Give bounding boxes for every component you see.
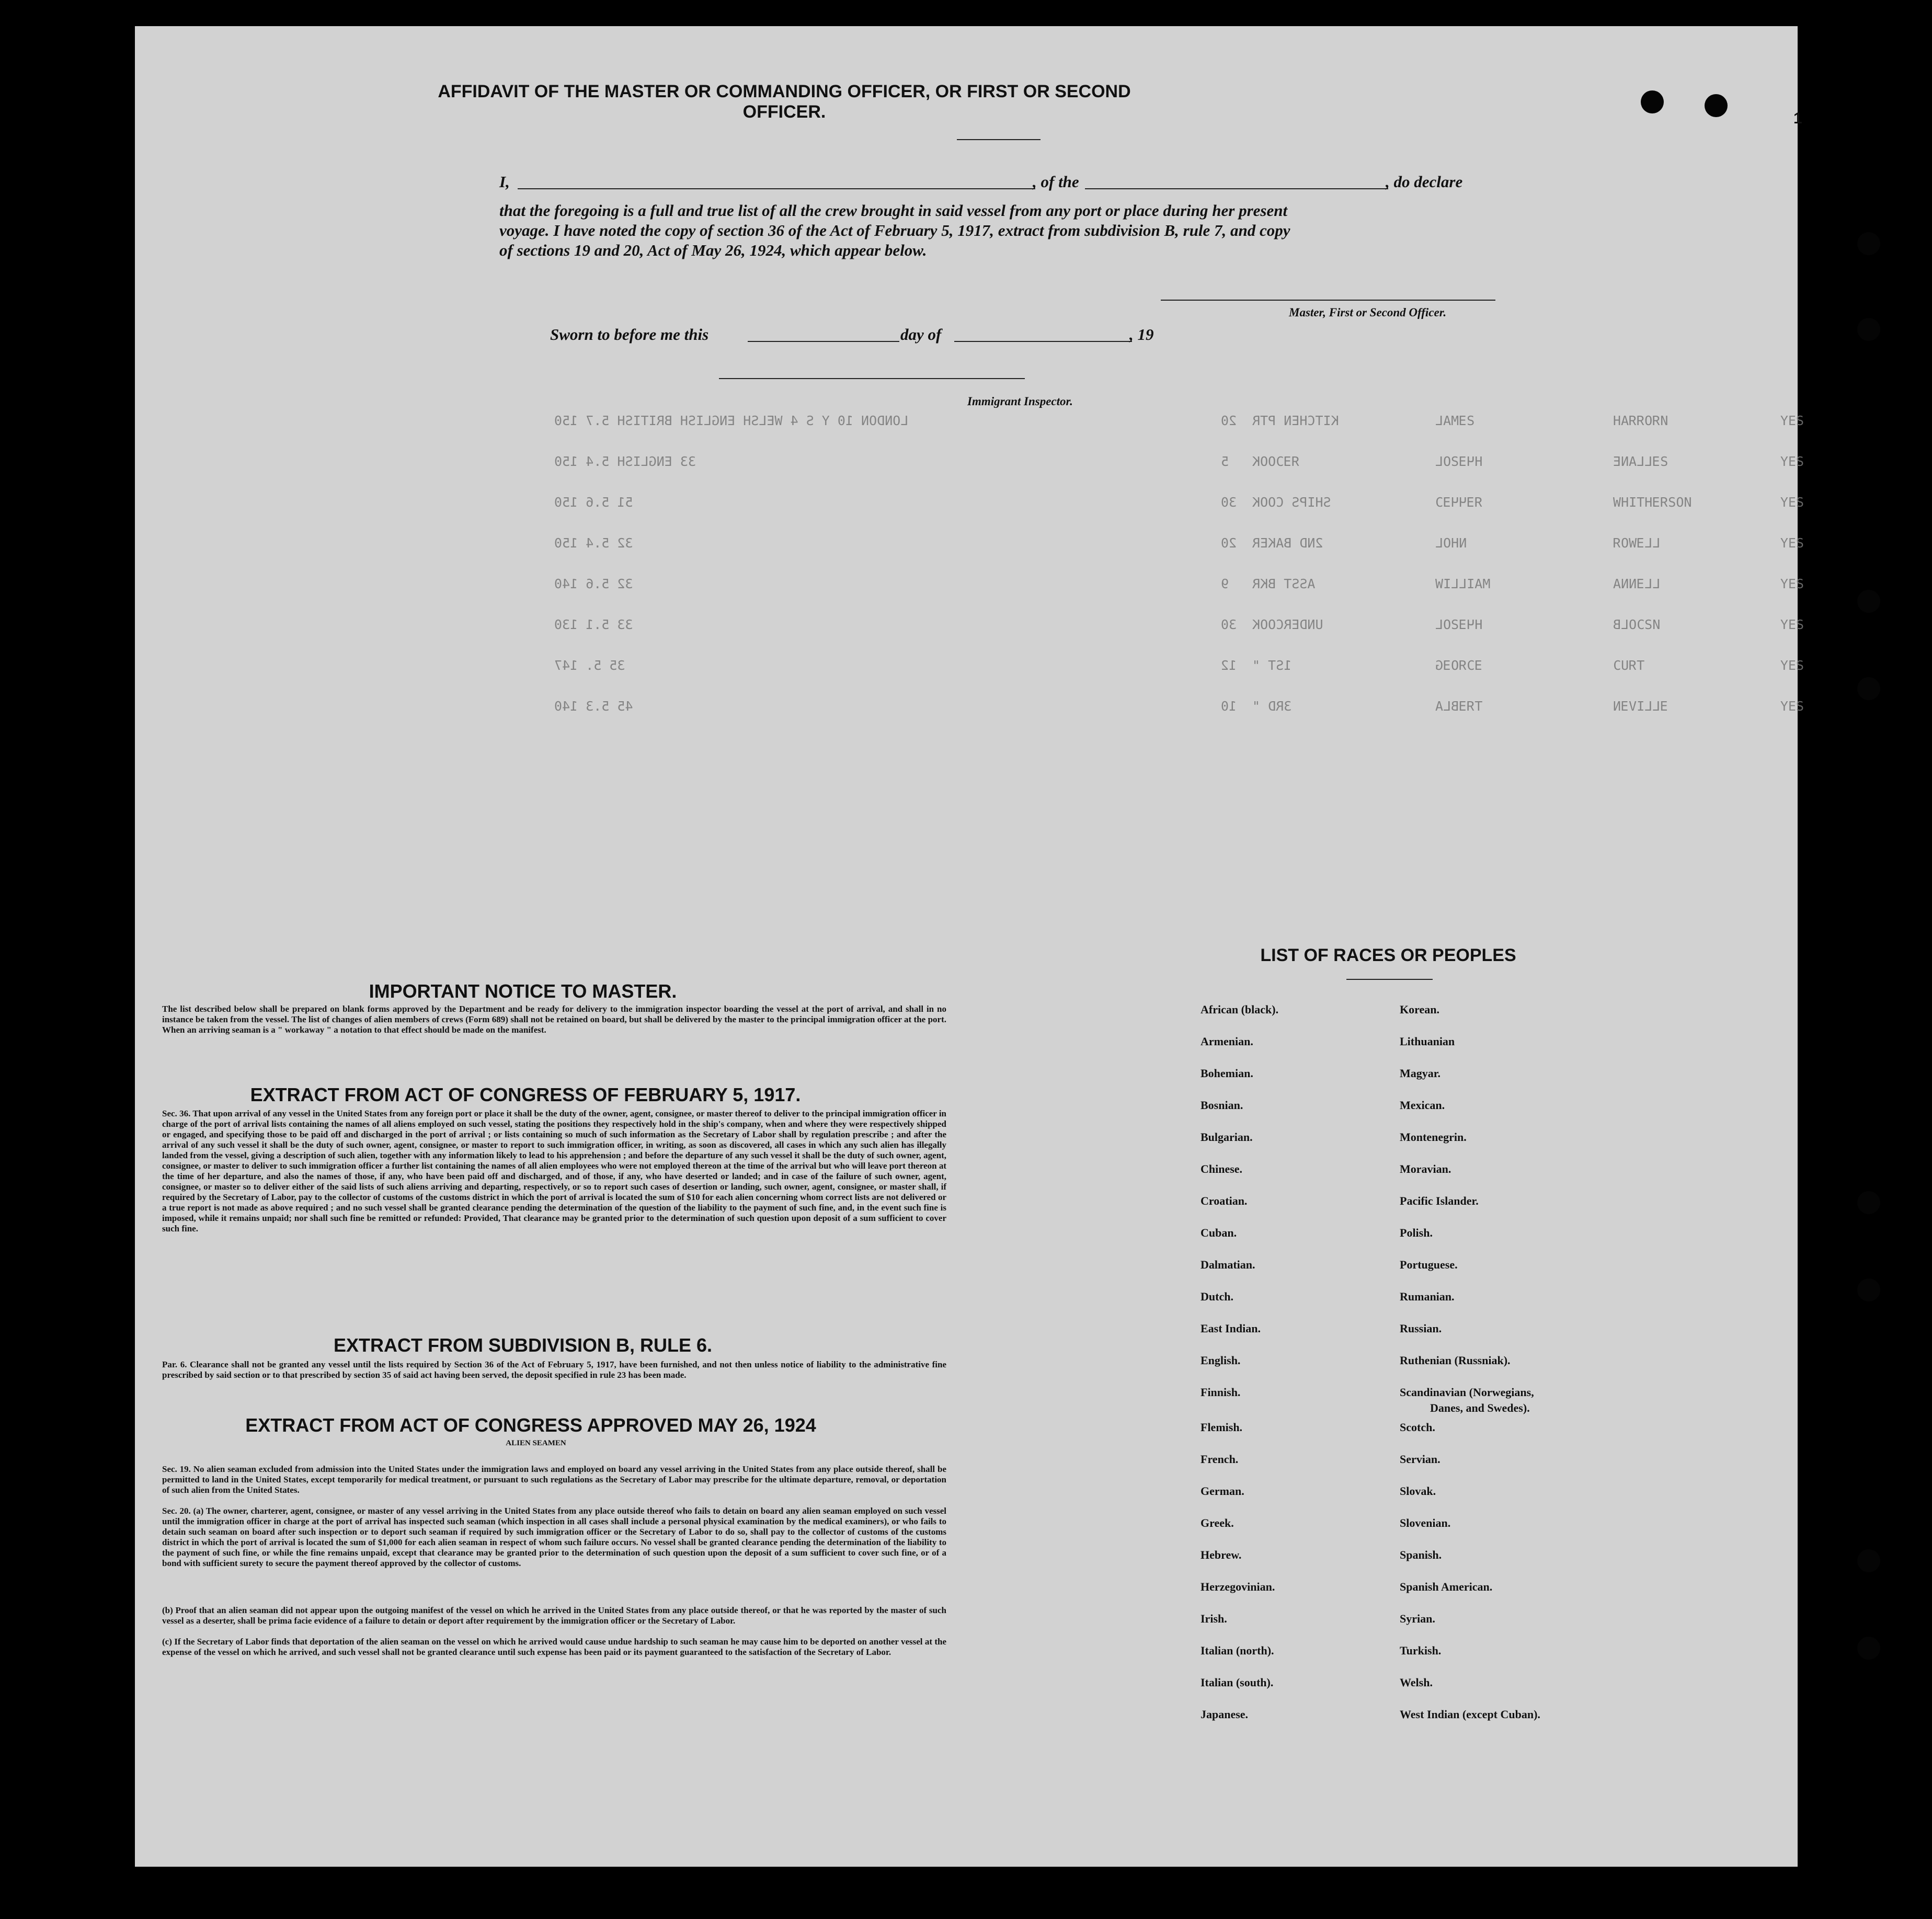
affidavit-i: I, — [499, 173, 510, 191]
race-item: Slovak. — [1400, 1484, 1436, 1498]
day-of-text: day of — [900, 325, 942, 344]
bleed-cell-misc: 33 5.1 130 — [554, 617, 633, 632]
sworn-text: Sworn to before me this — [550, 325, 709, 344]
bleed-cell-given: NHOL — [1435, 535, 1467, 551]
race-item: West Indian (except Cuban). — [1400, 1708, 1540, 1721]
vessel-line — [1085, 188, 1388, 189]
race-item: Lithuanian — [1400, 1035, 1455, 1048]
race-item: Dutch. — [1201, 1290, 1233, 1303]
race-item: Montenegrin. — [1400, 1130, 1467, 1144]
signature-caption: Master, First or Second Officer. — [1289, 306, 1447, 319]
race-item: Korean. — [1400, 1003, 1439, 1016]
bleed-cell-yes: YES — [1780, 699, 1804, 714]
rule6-title: EXTRACT FROM SUBDIVISION B, RULE 6. — [333, 1334, 713, 1356]
race-item: Cuban. — [1201, 1226, 1237, 1239]
race-item: Bosnian. — [1201, 1099, 1243, 1112]
bleed-cell-surname: TЯUƆ — [1613, 658, 1645, 673]
race-item: Dalmatian. — [1201, 1258, 1255, 1271]
name-line — [518, 188, 1035, 189]
affidavit-line3: of sections 19 and 20, Act of May 26, 1924, which appear below. — [499, 241, 927, 259]
bleed-cell-misc: 35 5. 147 — [554, 658, 625, 673]
bleed-cell-given: HЧƎƧOL — [1435, 617, 1483, 632]
punch-hole — [1857, 232, 1880, 255]
corner-mark: 1 — [1793, 110, 1802, 127]
race-item: African (black). — [1201, 1003, 1279, 1016]
bleed-cell-age: 30 — [1221, 617, 1237, 632]
punch-hole — [1857, 1549, 1880, 1572]
sec19-body: Sec. 19. No alien seaman excluded from admission into the United States under the immigration laws and employed on board any vessel arriving in the United States from any place outside thereof, shall be permitted to land in the United States, except temporarily for medical treatment, or pursuant to such regulations as the Secretary of Labor may prescribe for the ultimate departure, removal, or deportation of such alien from the United States. — [162, 1464, 946, 1495]
sworn-day-line — [748, 341, 899, 342]
bleed-cell-age: 20 — [1221, 413, 1237, 428]
race-item: Finnish. — [1201, 1386, 1241, 1399]
bleed-cell-given: MAILLIW — [1435, 576, 1491, 591]
affidavit-line1: that the foregoing is a full and true list of all the crew brought in said vessel from any port or place during her present — [499, 201, 1288, 220]
bleed-cell-job: ASST BKR — [1252, 576, 1316, 591]
bleed-cell-misc: 33 ENGLISH 5.4 150 — [554, 454, 696, 469]
race-item: Chinese. — [1201, 1162, 1243, 1175]
affidavit-line2: voyage. I have noted the copy of section 36 of the Act of February 5, 1917, extract from subdivision B, rule 7, and copy — [499, 221, 1290, 239]
race-item: Flemish. — [1201, 1421, 1243, 1434]
bleed-cell-surname: ИЯОЯЯАH — [1613, 413, 1668, 428]
bleed-cell-job: 1ST " — [1252, 658, 1292, 673]
bleed-cell-age: 30 — [1221, 495, 1237, 510]
bleed-cell-misc: 32 5.6 140 — [554, 576, 633, 591]
bleed-cell-age: 20 — [1221, 535, 1237, 551]
bleed-cell-given: HЧƎƧOL — [1435, 454, 1483, 469]
bleed-cell-age: 10 — [1221, 699, 1237, 714]
bleed-cell-surname: ИƧƆOLB — [1613, 617, 1661, 632]
bleed-cell-yes: YES — [1780, 617, 1804, 632]
race-item: Spanish. — [1400, 1548, 1442, 1561]
race-item: Bulgarian. — [1201, 1130, 1253, 1144]
bleed-cell-age: 12 — [1221, 658, 1237, 673]
punch-hole — [1857, 590, 1880, 613]
sec20c-body: (c) If the Secretary of Labor finds that deportation of the alien seaman on the vessel on which he arrived would cause undue hardship to such seaman he may cause him to be deported on another vessel at the expense of the vessel on which he arrived, and such vessel shall not be granted clearance until such expense has been paid or its payment guaranteed to the satisfaction of the Secretary of Labor. — [162, 1637, 946, 1657]
race-item: Rumanian. — [1400, 1290, 1455, 1303]
race-item: Italian (south). — [1201, 1676, 1274, 1689]
punch-hole — [1857, 677, 1880, 700]
race-item: Ruthenian (Russniak). — [1400, 1354, 1511, 1367]
bleed-cell-given: ƎƆЯOƎG — [1435, 658, 1483, 673]
race-item: German. — [1201, 1484, 1244, 1498]
bleed-cell-yes: YES — [1780, 576, 1804, 591]
punch-hole — [1641, 90, 1664, 113]
punch-hole — [1857, 1191, 1880, 1214]
punch-hole — [1857, 1278, 1880, 1301]
bleed-cell-misc: 32 5.4 150 — [554, 535, 633, 551]
inspector-line — [719, 378, 1025, 379]
race-item: Polish. — [1400, 1226, 1433, 1239]
race-item: Portuguese. — [1400, 1258, 1458, 1271]
bleed-cell-job: SHIPS COOK — [1252, 495, 1331, 510]
race-item: Turkish. — [1400, 1644, 1442, 1657]
race-item: French. — [1201, 1453, 1239, 1466]
race-item: Hebrew. — [1201, 1548, 1242, 1561]
race-item: Moravian. — [1400, 1162, 1451, 1175]
bleed-cell-surname: ƧƎLLANE — [1613, 454, 1668, 469]
bleed-cell-age: 5 — [1221, 454, 1229, 469]
race-item: Welsh. — [1400, 1676, 1433, 1689]
bleed-cell-job: 3RD " — [1252, 699, 1292, 714]
race-item: Pacific Islander. — [1400, 1194, 1479, 1207]
race-item: Scandinavian (Norwegians, — [1400, 1386, 1534, 1399]
bleed-cell-surname: ƎLLIVƎN — [1613, 699, 1668, 714]
punch-hole — [1857, 318, 1880, 341]
sec20b-body: (b) Proof that an alien seaman did not appear upon the outgoing manifest of the vessel on which he arrived in the United States from any place outside thereof, or that he was reported by the master of such vessel as a deserter, shall be prima facie evidence of a failure to detain or deport after requirement by the immigration officer or the Secretary of Labor. — [162, 1605, 946, 1626]
punch-hole — [1705, 94, 1728, 117]
bleed-cell-surname: LLƎNNA — [1613, 576, 1661, 591]
race-item: Herzegovinian. — [1201, 1580, 1275, 1593]
affidavit-title: AFFIDAVIT OF THE MASTER OR COMMANDING OFFICER, OR FIRST OR SECOND OFFICER. — [438, 82, 1131, 122]
race-item: Syrian. — [1400, 1612, 1435, 1625]
race-item: Magyar. — [1400, 1067, 1441, 1080]
bleed-cell-job: ЯƎƆOOK — [1252, 454, 1300, 469]
race-item: Spanish American. — [1400, 1580, 1493, 1593]
sworn-month-line — [954, 341, 1132, 342]
race-item: Irish. — [1201, 1612, 1227, 1625]
race-item: Italian (north). — [1201, 1644, 1274, 1657]
rule6-body: Par. 6. Clearance shall not be granted any vessel until the lists required by Section 36 of the Act of February 5, 1917, have been furnished, and not then unless notice of liability to the administrative fine prescribed by said section or to that prescribed by section 35 of said act having been served, the deposit specified in rule 23 has been made. — [162, 1360, 946, 1380]
bleed-cell-yes: YES — [1780, 535, 1804, 551]
bleed-cell-yes: YES — [1780, 454, 1804, 469]
race-item: Slovenian. — [1400, 1516, 1451, 1529]
bleed-cell-misc: 45 5.3 140 — [554, 699, 633, 714]
bleed-cell-given: ЯƎЧЧƎƆ — [1435, 495, 1483, 510]
alien-seamen-subtitle: ALIEN SEAMEN — [506, 1439, 566, 1447]
extract-1924-title: EXTRACT FROM ACT OF CONGRESS APPROVED MAY 26, 1924 — [245, 1414, 816, 1436]
title-underline — [957, 139, 1041, 140]
race-item: Bohemian. — [1201, 1067, 1253, 1080]
race-item: Japanese. — [1201, 1708, 1249, 1721]
bleed-cell-yes: YES — [1780, 495, 1804, 510]
bleed-cell-surname: ИOƧЯƎHTIHW — [1613, 495, 1692, 510]
punch-hole — [1857, 1637, 1880, 1660]
race-item: Servian. — [1400, 1453, 1441, 1466]
year-text: , 19 — [1129, 325, 1154, 344]
bleed-cell-misc: LONDON 10 Y S 4 WELSH ENGLISH BRITISH 5.7 150 — [554, 413, 909, 428]
race-item: Armenian. — [1201, 1035, 1253, 1048]
race-item: East Indian. — [1201, 1322, 1261, 1335]
bleed-cell-given: TЯƎBLA — [1435, 699, 1483, 714]
race-item: Scotch. — [1400, 1421, 1435, 1434]
sec20a-body: Sec. 20. (a) The owner, charterer, agent, consignee, or master of any vessel arriving in the United States from any place outside thereof who fails to detain on board any alien seaman employed on such vessel until the immigration officer in charge at the port of arrival has inspected such seaman (which inspection in all cases shall include a personal physical examination by the medical examiners), or who fails to detain such seaman on board after such inspection or to deport such seaman if required by such immigration officer or the Secretary of Labor to do so, shall pay to the collector of customs of the customs district in which the port of arrival is located the sum of $1,000 for each alien seaman in respect of whom such failure occurs. No vessel shall be granted clearance pending the determination of the liability to the payment of such fine, or while the fine remains unpaid, except that clearance may be granted prior to the determination of such question upon the deposit of a sum sufficient to cover such fine, or of a bond with sufficient surety to secure the payment thereof approved by the collector of customs. — [162, 1506, 946, 1568]
bleed-cell-given: ƧƎMAL — [1435, 413, 1475, 428]
bleed-cell-surname: LLƎWOЯ — [1613, 535, 1661, 551]
extract-1917-body: Sec. 36. That upon arrival of any vessel in the United States from any foreign port or place it shall be the duty of the owner, agent, consignee, or master thereof to deliver to the principal immigration officer in charge of the port of arrival lists containing the names of all aliens employed on such vessel, stating the positions they respectively hold in the ship's company, when and where they were respectively shipped or engaged, and specifying those to be paid off and discharged in the port of arrival ; or lists containing so much of such information as the Secretary of Labor shall by regulation prescribe ; and after the arrival of any such vessel it shall be the duty of such owner, agent, consignee, or master to report to such immigration officer, in writing, as soon as discovered, all cases in which any such alien has illegally landed from the vessel, giving a description of such alien, together with any information likely to lead to his apprehension ; and before the departure of any such vessel it shall be the duty of such owner, agent, consignee, or master to deliver to such immigration officer a further list containing the names of all alien employees who were not employed thereon at the time of the arrival but who will leave port thereon at the time of her departure, and also the names of those, if any, who have been paid off and discharged, and of those, if any, who have deserted or landed; and in case of the failure of such owner, agent, consignee, or master so to deliver either of the said lists of such aliens arriving and departing, respectively, or so to report such cases of desertion or landing, such owner, agent, consignee, or master shall, if required by the Secretary of Labor, pay to the collector of customs of the customs district in which the port of arrival is located the sum of $10 for each alien concerning whom correct lists are not delivered or a true report is not made as above required ; and no such vessel shall be granted clearance pending the determination of the question of the liability to the payment of such fine, and, in the event such fine is imposed, while it remains unpaid; nor shall such fine be remitted or refunded: Provided, That clearance may be granted prior to the determination of such question upon deposit of a sum sufficient to cover such fine. — [162, 1109, 946, 1233]
extract-1917-title: EXTRACT FROM ACT OF CONGRESS OF FEBRUARY 5, 1917. — [250, 1084, 801, 1105]
bleed-cell-job: KITCHEN PTR — [1252, 413, 1339, 428]
notice-body: The list described below shall be prepared on blank forms approved by the Department and be ready for delivery to the immigration inspector boarding the vessel at the port of arrival, and shall in no instance be taken from the vessel. The list of changes of alien members of crews (Form 689) shall not be retained on board, but shall be delivered by the master to the principal immigration officer at the port. When an arriving seaman is a " workaway " a notation to that effect should be made on the manifest. — [162, 1004, 946, 1035]
bleed-cell-job: 2ND BAKER — [1252, 535, 1323, 551]
race-item: Mexican. — [1400, 1099, 1445, 1112]
bleed-cell-job: UNDERCOOK — [1252, 617, 1323, 632]
affidavit-of-the: , of the — [1033, 173, 1079, 191]
notice-title: IMPORTANT NOTICE TO MASTER. — [369, 980, 677, 1002]
signature-line — [1161, 300, 1495, 301]
bleed-cell-age: 9 — [1221, 576, 1229, 591]
bleed-cell-yes: YES — [1780, 658, 1804, 673]
race-item: Russian. — [1400, 1322, 1442, 1335]
race-item: Greek. — [1201, 1516, 1234, 1529]
race-item: English. — [1201, 1354, 1241, 1367]
inspector-caption: Immigrant Inspector. — [967, 395, 1073, 408]
affidavit-do-declare: , do declare — [1386, 173, 1463, 191]
bleed-cell-yes: YES — [1780, 413, 1804, 428]
bleed-cell-misc: 51 5.6 150 — [554, 495, 633, 510]
races-title: LIST OF RACES OR PEOPLES — [1260, 945, 1516, 965]
races-underline — [1346, 979, 1433, 980]
race-item: Croatian. — [1201, 1194, 1248, 1207]
race-scandinavian-cont: Danes, and Swedes). — [1430, 1401, 1530, 1414]
